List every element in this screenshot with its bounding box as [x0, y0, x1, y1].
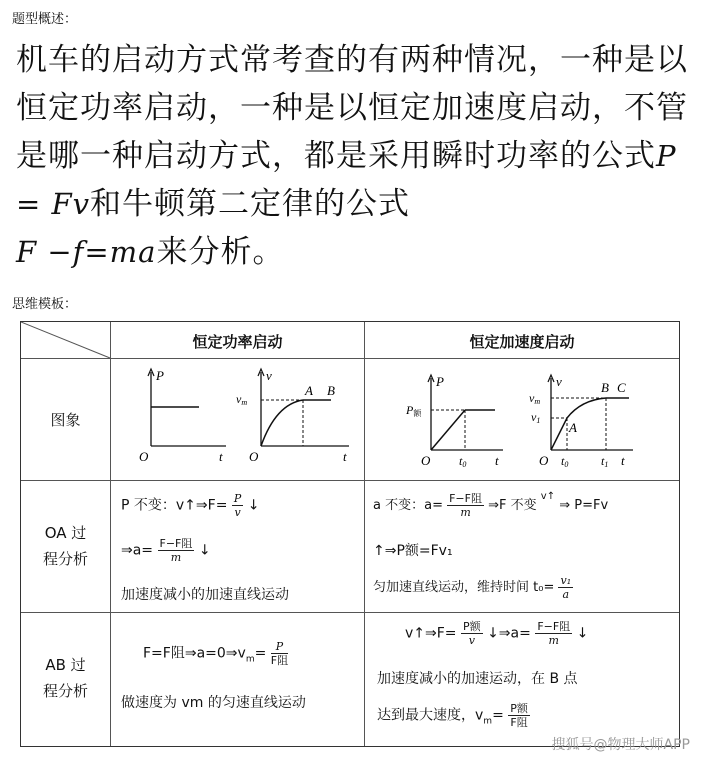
row-label-oa-line1: OA 过 — [44, 524, 87, 542]
origin-label: O — [539, 453, 549, 468]
axis-t-label: t — [219, 449, 223, 464]
point-a-label: A — [569, 420, 577, 435]
graph-power-v-t — [231, 366, 356, 466]
vm-label: vm — [236, 392, 248, 407]
oa-accel-line2: ↑⇒P额=Fv₁ — [373, 543, 453, 559]
origin-label: O — [249, 449, 259, 464]
oa-power-line3: 加速度减小的加速直线运动 — [121, 587, 289, 603]
axis-t-label: t — [621, 453, 625, 468]
ab-accel-line2: 加速度减小的加速运动，在 B 点 — [377, 671, 578, 687]
header-constant-power: 恒定功率启动 — [192, 333, 283, 351]
row-label-oa-line2: 程分析 — [42, 550, 88, 568]
ab-power-line1: F=F阻$\Rightarrow a=0\Rightarrow v_m=$ $\frac{P}{\text{F阻}}$ — [143, 640, 289, 667]
t1-label: t1 — [601, 454, 609, 469]
axis-v-label: v — [266, 368, 272, 383]
row-label-ab-line1: AB 过 — [45, 656, 86, 674]
row-divider-1 — [21, 358, 679, 359]
header-constant-accel: 恒定加速度启动 — [469, 333, 575, 351]
point-b-label: B — [327, 383, 335, 398]
header-diagonal — [21, 322, 111, 359]
oa-power-line1: P 不变：v↑⇒F= $\frac{P}{v}$ ↓ — [121, 492, 260, 519]
origin-label: O — [421, 453, 431, 468]
t0-label: t0 — [561, 454, 569, 469]
ab-power-line2: 做速度为 vm 的匀速直线运动 — [121, 695, 306, 711]
col-divider-1 — [110, 322, 111, 746]
axis-t-label: t — [343, 449, 347, 464]
point-b-label: B — [601, 380, 609, 395]
axis-v-label: v — [556, 374, 562, 389]
row-label-ab-line2: 程分析 — [42, 682, 88, 700]
intro-text-2: 和牛顿第二定律的公式 — [90, 186, 411, 222]
fraction-p-over-f: $\frac{P}{\text{F阻}}$ — [270, 640, 289, 667]
intro-paragraph — [16, 36, 696, 276]
power-formula: P = Fv — [16, 139, 677, 221]
fraction-prated-over-f: $\frac{\text{P额}}{\text{F阻}}$ — [510, 702, 528, 729]
oa-power-line2: ⇒a= $\frac{\text{F−F阻}}{m}$ ↓ — [121, 537, 211, 564]
t0-label: t0 — [459, 454, 467, 469]
point-c-label: C — [617, 380, 626, 395]
row-label-graph: 图象 — [50, 411, 81, 429]
fraction-v1-over-a: $\frac{\text{v₁}}{a}$ — [560, 574, 572, 601]
newton-formula: F −f=ma — [16, 235, 157, 269]
intro-text-3: 来分析。 — [156, 234, 285, 270]
col-divider-2 — [364, 322, 365, 746]
graph-power-p-t — [131, 366, 231, 466]
fraction-accel: $\frac{\text{F−F阻}}{m}$ — [159, 537, 193, 564]
watermark-text: 搜狐号@物理大师APP — [551, 737, 690, 753]
fraction-prated-over-v: $\frac{\text{P额}}{v}$ — [462, 620, 481, 647]
ab-accel-line3: 达到最大速度，$v_m=$ $\frac{\text{P额}}{\text{F阻}}$ — [377, 702, 528, 729]
p-rated-label: P额 — [406, 403, 422, 418]
fraction-p-over-v: $\frac{P}{v}$ — [233, 492, 242, 519]
axis-p-label: P — [436, 374, 444, 389]
overview-label: 题型概述： — [12, 12, 78, 27]
origin-label: O — [139, 449, 149, 464]
oa-accel-line1: a 不变：a= $\frac{\text{F−F阻}}{m}$ ⇒F 不变 $^{v↑}$ ⇒ P=Fv — [373, 491, 609, 519]
ab-accel-line1: v↑⇒F= $\frac{\text{P额}}{v}$ ↓⇒a= $\frac{\text{F−F阻}}{m}$ ↓ — [405, 620, 589, 647]
axis-p-label: P — [156, 368, 164, 383]
point-a-label: A — [305, 383, 313, 398]
row-label-ab — [21, 652, 110, 704]
oa-accel-line3: 匀加速直线运动，维持时间 t₀= $\frac{\text{v₁}}{a}$ — [373, 574, 572, 601]
axis-t-label: t — [495, 453, 499, 468]
graph-accel-p-t — [401, 370, 511, 470]
row-divider-3 — [21, 612, 679, 613]
graph-accel-v-t — [521, 370, 641, 470]
fraction-accel: $\frac{\text{F−F阻}}{m}$ — [449, 492, 482, 519]
row-label-oa — [21, 520, 110, 572]
row-divider-2 — [21, 480, 679, 481]
summary-table — [20, 321, 680, 747]
fraction-accel: $\frac{\text{F−F阻}}{m}$ — [537, 620, 571, 647]
vm-label: vm — [529, 391, 541, 406]
template-label: 思维模板： — [12, 297, 78, 312]
intro-text-1: 机车的启动方式常考查的有两种情况，一种是以恒定功率启动，一种是以恒定加速度启动，不管是哪一种启动方式，都是采用瞬时功率的公式 — [16, 42, 688, 174]
v1-label: v1 — [531, 410, 541, 425]
